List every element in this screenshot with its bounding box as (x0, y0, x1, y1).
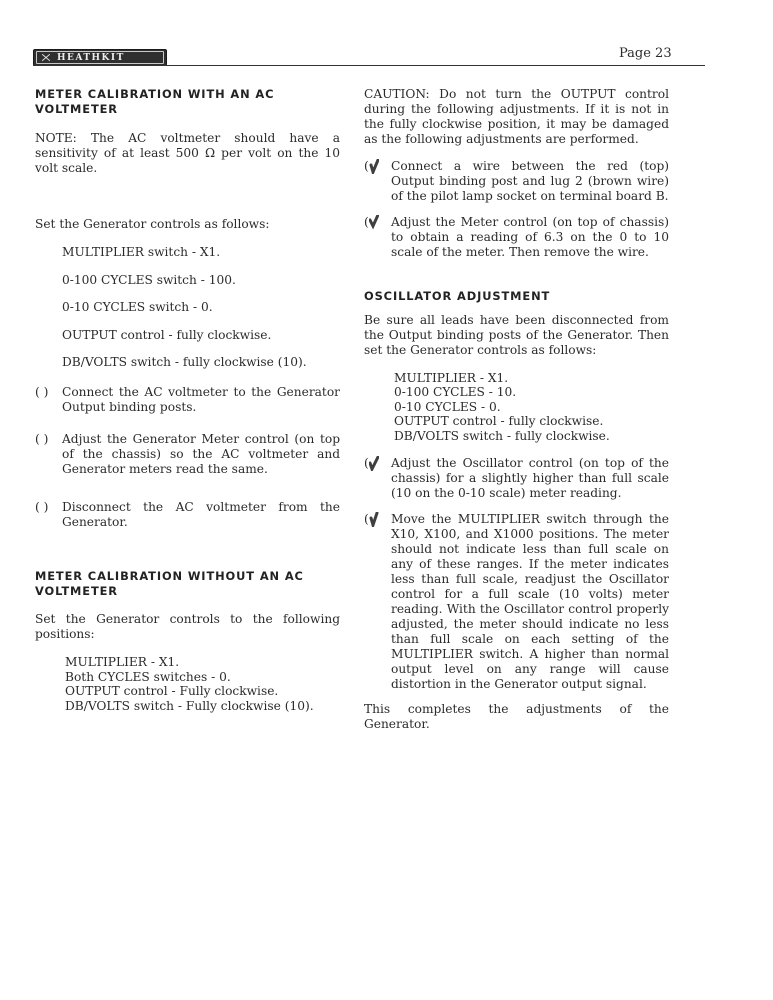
checkbox-mark-checked[interactable]: ( (364, 159, 377, 174)
step-adjust-meter (35, 432, 340, 477)
step-text: Adjust the Generator Meter control (on top of the chassis) so the AC voltmeter and Generator meters read the same. (62, 432, 340, 476)
checkmark-icon (369, 159, 377, 173)
checkbox-mark-checked[interactable]: ( (364, 456, 377, 471)
step-disconnect-voltmeter (35, 500, 340, 530)
checkmark-icon (369, 215, 377, 229)
settings-item: OUTPUT control - fully clockwise. (62, 327, 272, 342)
heathkit-emblem-icon (41, 54, 51, 62)
step-connect-voltmeter (35, 385, 340, 415)
settings-item: 0-10 CYCLES - 0. (394, 399, 501, 414)
settings-list-2 (35, 655, 340, 713)
page-number: Page 23 (619, 46, 672, 61)
settings-item: 0-100 CYCLES switch - 100. (62, 272, 236, 287)
settings-list-3 (364, 371, 669, 444)
checkbox-mark-checked[interactable]: ( (364, 512, 377, 527)
intro-paragraph: Set the Generator controls to the following positions: (35, 612, 340, 641)
settings-item: MULTIPLIER switch - X1. (62, 245, 221, 259)
heathkit-logo (33, 49, 167, 66)
step-move-multiplier (364, 512, 669, 692)
step-text: Move the MULTIPLIER switch through the X10, X100, and X1000 positions. The meter should not indicate less than full scale on any of these ranges. If the meter indicates less than full scale, readjust the Oscillator control for a full scale (10 volts) meter reading. With the Oscillator control properly adjusted, the meter should indicate no less than full scale on each setting of the MULTIPLIER switch. A higher than normal output level on any range will cause distortion in the Generator output signal. (391, 512, 669, 692)
caution-paragraph: CAUTION: Do not turn the OUTPUT control during the following adjustments. If it is not in the fully clockwise position, it may be damaged as the following adjustments are performed. (364, 87, 669, 146)
note-paragraph: NOTE: The AC voltmeter should have a sensitivity of at least 500 Ω per volt on the 10 volt scale. (35, 131, 340, 175)
checkbox-mark[interactable]: ( ) (35, 500, 49, 514)
settings-item: 0-10 CYCLES switch - 0. (62, 300, 213, 314)
step-text: Connect a wire between the red (top) Output binding post and lug 2 (brown wire) of the pilot lamp socket on terminal board B. (391, 159, 669, 203)
checkbox-mark[interactable]: ( ) (35, 385, 49, 399)
step-text: Adjust the Meter control (on top of chassis) to obtain a reading of 6.3 on the 0 to 10 scale of the meter. Then remove the wire. (391, 215, 669, 259)
header-rule (33, 65, 705, 66)
checkmark-icon (369, 512, 377, 526)
section-title-without-voltmeter: METER CALIBRATION WITHOUT AN AC VOLTMETER (35, 569, 304, 598)
settings-item: DB/VOLTS switch - Fully clockwise (10). (65, 698, 314, 713)
checkbox-mark[interactable]: ( ) (35, 432, 49, 446)
step-text: Connect the AC voltmeter to the Generator Output binding posts. (62, 385, 340, 414)
settings-item: MULTIPLIER - X1. (65, 655, 180, 669)
settings-item: DB/VOLTS switch - fully clockwise. (394, 428, 610, 443)
left-column (35, 87, 340, 713)
step-text: Adjust the Oscillator control (on top of the chassis) for a slightly higher than full scale (10 on the 0-10 scale) meter reading. (391, 456, 669, 501)
checkmark-icon (369, 456, 377, 470)
settings-item: OUTPUT control - Fully clockwise. (65, 684, 279, 699)
closing-paragraph: This completes the adjustments of the Generator. (364, 702, 669, 732)
heathkit-logo-frame (36, 51, 164, 64)
step-adjust-meter-control (364, 215, 669, 260)
settings-list-1 (35, 245, 340, 370)
settings-item: OUTPUT control - fully clockwise. (394, 414, 604, 429)
checkbox-mark-checked[interactable]: ( (364, 215, 377, 230)
section-title-with-voltmeter: METER CALIBRATION WITH AN AC VOLTMETER (35, 87, 275, 116)
settings-item: 0-100 CYCLES - 10. (394, 385, 517, 400)
intro-paragraph: Be sure all leads have been disconnected from the Output binding posts of the Generator. Then set the Generator controls as follows: (364, 312, 669, 357)
step-text: Disconnect the AC voltmeter from the Generator. (62, 500, 340, 529)
right-column (364, 87, 669, 732)
settings-item: Both CYCLES switches - 0. (65, 669, 231, 684)
settings-item: MULTIPLIER - X1. (394, 370, 509, 385)
step-connect-wire (364, 159, 669, 204)
step-adjust-oscillator (364, 456, 669, 501)
intro-paragraph: Set the Generator controls as follows: (35, 217, 270, 231)
heathkit-logo-text: HEATHKIT (57, 52, 125, 63)
settings-item: DB/VOLTS switch - fully clockwise (10). (62, 355, 307, 369)
section-title-oscillator: OSCILLATOR ADJUSTMENT (364, 289, 551, 303)
